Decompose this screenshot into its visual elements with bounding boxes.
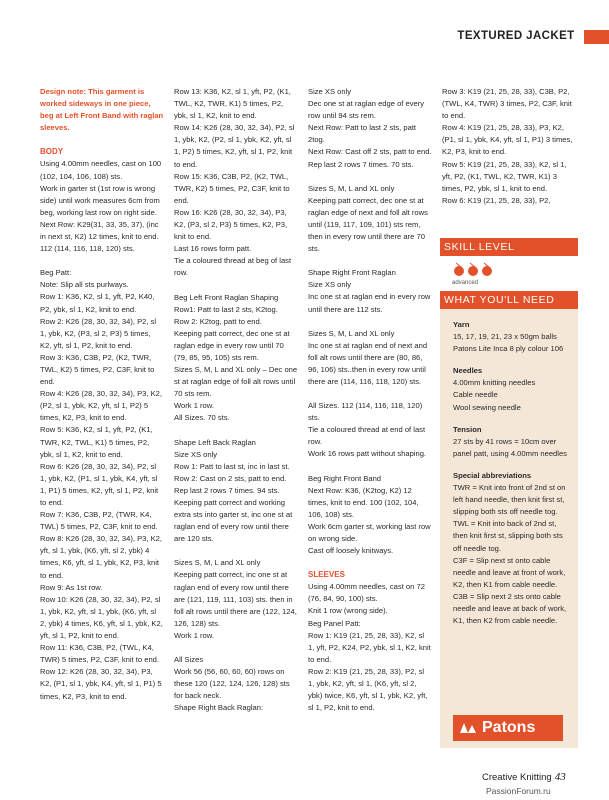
need-line: 4.00mm knitting needles <box>453 378 536 388</box>
need-line: 15, 17, 19, 21, 23 x 50gm balls Patons Lite Inca 8 ply colour 106 <box>453 332 564 354</box>
text-column-4 <box>442 86 574 207</box>
instruction-paragraph: Size XS only <box>308 280 352 290</box>
instruction-paragraph: Row 4: K26 (28, 30, 32, 34), P3, K2, (P2, sl 1, ybk, K2, yft, sl 1, P2) 5 times, K2, P3, knit to end. <box>40 389 162 423</box>
instruction-paragraph: Rep last 2 rows 7 times. 94 sts. <box>174 485 280 495</box>
what-you-need-content <box>440 309 578 627</box>
instruction-paragraph: Row 5: K36, K2, sl 1, yft, P2, (K1, TWR, K2, TWL, K1) 5 times, P2, ybk, sl 1, K2, knit to end. <box>40 425 153 459</box>
paragraph-gap <box>308 461 432 473</box>
instruction-paragraph: Sizes S, M, L and XL only <box>308 183 395 193</box>
instruction-paragraph: Row 9: As 1st row. <box>40 582 103 592</box>
instruction-paragraph: Row 1: Patt to last st, inc in last st. <box>174 461 290 471</box>
instruction-paragraph: Row 7: K36, C3B, P2, (TWR, K4, TWL) 5 times, P2, C3F, knit to end. <box>40 510 158 532</box>
what-you-need-banner: WHAT YOU'LL NEED <box>440 291 578 309</box>
section-heading: SLEEVES <box>308 570 345 580</box>
instruction-paragraph: Inc one st at raglan end of next and foll alt rows until there are (80, 86, 96, 106) sts..then in every row until there are (114, 116, 118, 120) sts. <box>308 340 428 386</box>
instruction-paragraph: Shape Right Back Raglan: <box>174 703 264 713</box>
need-line: TWR = Knit into front of 2nd st on left hand needle, then knit first st, slipping both sts off needle tog. <box>453 483 566 517</box>
need-section-title: Yarn <box>453 320 470 329</box>
instruction-paragraph: Keeping patt correct, dec one st at raglan edge in every row until 70 (79, 85, 95, 105) sts rem. <box>174 328 290 362</box>
instruction-paragraph: Row 10: K26 (28, 30, 32, 34), P2, sl 1, ybk, K2, yft, sl 1, ybk, (K6, yft, sl 2, ybk) 4 times, K6, yft, sl 1, ybk, K2, yft, sl 1, P2, knit to end. <box>40 594 163 641</box>
instruction-paragraph: Next Row: K29(31, 33, 35, 37), (inc in next st, K2) 12 times, knit to end. 112 (114, 116, 118, 120) sts. <box>40 219 159 254</box>
instruction-paragraph: Work 6cm garter st, working last row on wrong side. <box>308 521 431 543</box>
instruction-paragraph: Keeping patt correct and working extra sts into garter st, inc one st at raglan end of every row until there are 120 sts. <box>174 498 293 544</box>
instruction-paragraph: Work 16 rows patt without shaping. <box>308 449 427 459</box>
instruction-paragraph: Dec one st at raglan edge of every row until 94 sts rem. <box>308 99 425 121</box>
instruction-paragraph: Next Row: Patt to last 2 sts, patt 2tog. <box>308 123 417 145</box>
paragraph-gap <box>40 134 164 146</box>
skill-level-banner: SKILL LEVEL <box>440 238 578 256</box>
instruction-paragraph: Tie a coloured thread at beg of last row. <box>174 256 292 278</box>
skill-level-value: advanced <box>452 280 479 286</box>
instruction-paragraph: Tie a coloured thread at end of last row. <box>308 425 426 447</box>
instruction-paragraph: All Sizes <box>174 655 204 665</box>
instruction-paragraph: Work 56 (56, 60, 60, 60) rows on these 120 (122, 124, 126, 128) sts for back neck. <box>174 667 290 701</box>
instruction-paragraph: Row 6: K26 (28, 30, 32, 34), P2, sl 1, ybk, K2, (P1, sl 1, ybk, K4, yft, sl 1, P1) 5 times, K2, yft, sl 1, P2, knit to end. <box>40 461 159 507</box>
paragraph-gap <box>40 255 164 267</box>
instruction-paragraph: Row 8: K26 (28, 30, 32, 34), P3, K2, yft, sl 1, ybk, (K6, yft, sl 2, ybk) 4 times, K6, yft, sl 1, ybk, K2, P3, knit to end. <box>40 534 162 580</box>
instruction-paragraph: Note: Slip all sts purlways. <box>40 280 129 290</box>
instruction-paragraph: Inc one st at raglan end in every row until there are 112 sts. <box>308 292 431 314</box>
watermark: PassionForum.ru <box>486 786 551 796</box>
need-section-title: Needles <box>453 366 483 376</box>
yarn-balls-icon <box>452 262 512 278</box>
footer-magazine-title: Creative Knitting <box>482 772 552 783</box>
instruction-paragraph: Beg Right Front Band <box>308 473 382 483</box>
instruction-paragraph: Row 2: K2tog, patt to end. <box>174 316 262 326</box>
instruction-paragraph: Row 3: K19 (21, 25, 28, 33), C3B, P2, (TWL, K4, TWR) 3 times, P2, C3F, knit to end. <box>442 87 572 121</box>
instruction-paragraph: Size XS only <box>174 449 218 459</box>
instruction-paragraph: Row 3: K36, C3B, P2, (K2, TWR, TWL, K2) 5 times, P2, C3F, knit to end. <box>40 352 155 387</box>
section-title: TEXTURED JACKET <box>457 30 575 42</box>
instruction-paragraph: Using 4.00mm needles, cast on 72 (76, 84, 90, 100) sts. <box>308 582 425 604</box>
paragraph-gap <box>174 642 298 654</box>
instruction-paragraph: Keeping patt correct, inc one st at raglan end of every row until there are (121, 119, 111, 103) sts. then in foll alt rows until there are (122, 124, 126, 128) sts. <box>174 570 297 628</box>
need-line: C3B = Slip next 2 sts onto cable needle and leave at back of work, K1, then K2 from cable needle. <box>453 591 567 626</box>
instruction-paragraph: Cast off loosely knitways. <box>308 546 394 556</box>
need-line: Wool sewing needle <box>453 402 521 412</box>
paragraph-gap <box>174 280 298 292</box>
need-line: 27 sts by 41 rows = 10cm over panel patt, using 4.00mm needles <box>453 436 567 458</box>
skill-level-art <box>440 256 578 296</box>
instruction-paragraph: Work 1 row. <box>174 401 214 411</box>
header-accent-bar <box>584 30 609 44</box>
what-you-need-box <box>440 291 578 748</box>
instruction-paragraph: Rep last 2 rows 7 times. 70 sts. <box>308 159 414 169</box>
paragraph-gap <box>174 545 298 557</box>
design-note: Design note: This garment is worked sideways in one piece, beg at Left Front Band with raglan sleeves. <box>40 87 164 133</box>
instruction-paragraph: Row 11: K36, C3B, P2, (TWL, K4, TWR) 5 times, P2, C3F, knit to end. <box>40 643 160 665</box>
instruction-paragraph: Row 13: K36, K2, sl 1, yft, P2, (K1, TWL, K2, TWR, K1) 5 times, P2, ybk, sl 1, K2, knit to end. <box>174 87 291 121</box>
instruction-paragraph: Work in garter st (1st row is wrong side) until work measures 6cm from beg, working last row on right side. <box>40 183 160 217</box>
instruction-paragraph: Beg Left Front Raglan Shaping <box>174 292 279 302</box>
text-column-3 <box>308 86 432 714</box>
need-line: C3F = Slip next st onto cable needle and leave at front of work, K2, then K1 from cable needle. <box>453 555 566 589</box>
instruction-paragraph: All Sizes. 112 (114, 116, 118, 120) sts. <box>308 401 423 423</box>
instruction-paragraph: Size XS only <box>308 87 352 96</box>
patons-logo-icon <box>459 720 477 734</box>
instruction-paragraph: Row 14: K26 (28, 30, 32, 34), P2, sl 1, ybk, K2, (P2, sl 1, ybk, K2, yft, sl 1, P2) 5 times, K2, yft, sl 1, P2, knit to end. <box>174 123 295 169</box>
need-line: Cable needle <box>453 390 498 400</box>
instruction-paragraph: Knit 1 row (wrong side). <box>308 606 388 616</box>
instruction-paragraph: Next Row: Cast off 2 sts, patt to end. <box>308 147 432 157</box>
instruction-paragraph: Sizes S, M, L and XL only <box>308 328 395 338</box>
instruction-paragraph: Row 12: K26 (28, 30, 32, 34), P3, K2, (P1, sl 1, ybk, K4, yft, sl 1, P1) 5 times, K2, P3, knit to end. <box>40 667 162 701</box>
skill-level-box <box>440 238 578 296</box>
instruction-paragraph: Sizes S, M, L and XL only – Dec one st at raglan edge of foll alt rows until 70 sts rem. <box>174 365 298 399</box>
need-section-title: Special abbreviations <box>453 470 532 480</box>
instruction-paragraph: Using 4.00mm needles, cast on 100 (102, 104, 106, 108) sts. <box>40 159 162 181</box>
instruction-paragraph: Next Row: K36, (K2tog, K2) 12 times, knit to end. 100 (102, 104, 106, 108) sts. <box>308 485 419 519</box>
instruction-paragraph: Row 1: K19 (21, 25, 28, 33), K2, sl 1, yft, P2, K24, P2, ybk, sl 1, K2, knit to end. <box>308 630 431 664</box>
instruction-paragraph: Keeping patt correct, dec one st at raglan edge of next and foll alt rows until (119, 117, 109, 101) sts rem, then in every row until there are 70 sts. <box>308 195 428 254</box>
need-line: TWL = Knit into back of 2nd st, then knit first st, slipping both sts off needle tog. <box>453 519 563 553</box>
instruction-paragraph: Row 4: K19 (21, 25, 28, 33), P3, K2, (P1, sl 1, ybk, K4, yft, sl 1, P1) 3 times, K2, P3, knit to end. <box>442 123 573 157</box>
instruction-paragraph: Shape Right Front Raglan <box>308 268 396 278</box>
paragraph-gap <box>308 388 432 400</box>
instruction-paragraph: Shape Left Back Raglan <box>174 437 256 447</box>
instruction-paragraph: Beg Patt: <box>40 268 72 278</box>
instruction-paragraph: Row1: Patt to last 2 sts, K2tog. <box>174 304 278 314</box>
footer-magazine <box>482 771 566 783</box>
instruction-paragraph: Row 1: K36, K2, sl 1, yft, P2, K40, P2, ybk, sl 1, K2, knit to end. <box>40 292 155 314</box>
instruction-paragraph: Row 6: K19 (21, 25, 28, 33), P2, <box>442 195 551 205</box>
paragraph-gap <box>174 425 298 437</box>
instruction-paragraph: Row 5: K19 (21, 25, 28, 33), K2, sl 1, yft, P2, (K1, TWL, K2, TWR, K1) 3 times, P2, ybk, sl 1, knit to end. <box>442 159 567 193</box>
instruction-paragraph: Row 2: K19 (21, 25, 28, 33), P2, sl 1, ybk, K2, yft, sl 1, (K6, yft, sl 2, ybk) twice, K6, yft, sl 1, ybk, K2, yft, sl 1, P2, knit to end. <box>308 666 428 713</box>
text-column-1 <box>40 86 164 703</box>
paragraph-gap <box>308 557 432 569</box>
instruction-paragraph: Row 2: K26 (28, 30, 32, 34), P2, sl 1, ybk, K2, (P3, sl 2, P3) 5 times, K2, yft, sl 1, P2, knit to end. <box>40 316 157 350</box>
instruction-paragraph: Row 2: Cast on 2 sts, patt to end. <box>174 473 287 483</box>
text-column-2 <box>174 86 298 715</box>
instruction-paragraph: Row 16: K26 (28, 30, 32, 34), P3, K2, (P3, sl 2, P3) 5 times, K2, P3, knit to end. <box>174 207 288 242</box>
instruction-paragraph: Row 15: K36, C3B, P2, (K2, TWL, TWR, K2) 5 times, P2, C3F, knit to end. <box>174 171 290 205</box>
instruction-paragraph: Sizes S, M, L and XL only <box>174 558 261 568</box>
patons-logo <box>453 715 563 741</box>
patons-logo-text: Patons <box>482 719 536 736</box>
instruction-paragraph: Beg Panel Patt: <box>308 618 361 628</box>
instruction-paragraph: Last 16 rows form patt. <box>174 244 252 254</box>
instruction-paragraph: Work 1 row. <box>174 630 214 640</box>
section-heading: BODY <box>40 147 64 157</box>
need-section-title: Tension <box>453 424 482 434</box>
instruction-paragraph: All Sizes. 70 sts. <box>174 413 230 423</box>
paragraph-gap <box>308 316 432 328</box>
paragraph-gap <box>308 255 432 267</box>
page-number: 43 <box>554 771 566 783</box>
paragraph-gap <box>308 171 432 183</box>
